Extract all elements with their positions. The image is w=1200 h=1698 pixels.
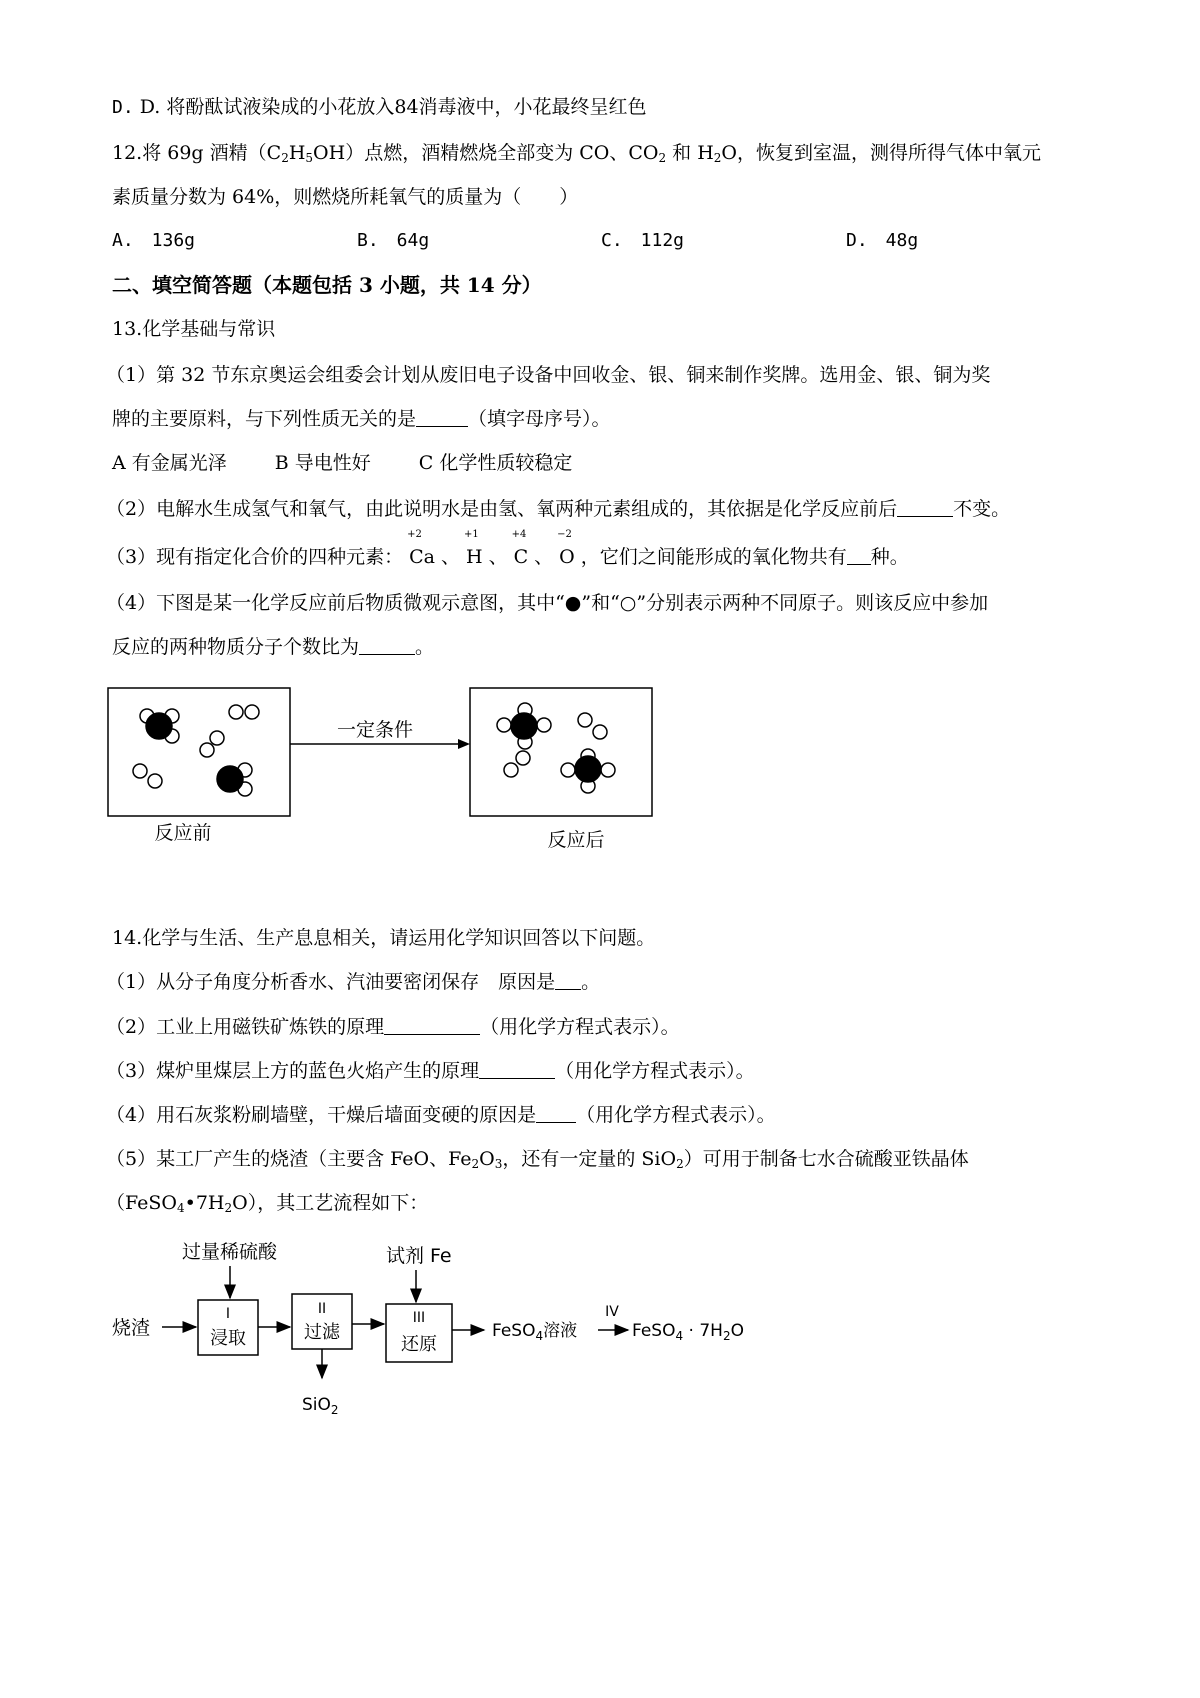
flow-reagent-fe: 试剂 Fe — [386, 1245, 452, 1267]
element-o: −2 O — [557, 529, 575, 568]
q13-part3: （3）现有指定化合价的四种元素： +2 Ca 、 +1 H 、 +4 C 、 −2 O ，它们之间能形成的氧化物共有 种。 — [106, 529, 909, 568]
flow-product: FeSO$_4$ · $7H_2O$ — [632, 1321, 744, 1343]
q13-part1-options — [112, 450, 572, 476]
answer-blank[interactable] — [555, 971, 581, 990]
step3-label: 还原 — [401, 1334, 437, 1355]
flow-solution: FeSO$_4$溶液 — [492, 1321, 578, 1343]
q13-part1-line1: （1）第 32 节东京奥运会组委会计划从废旧电子设备中回收金、银、铜来制作奖牌。选用金、银、铜为奖 — [106, 364, 991, 386]
q12-stem-line1: 12.将 69g 酒精$(C_2H_5OH)$点燃，酒精燃烧全部变为 CO、$CO_2$ 和 $H_2O$，恢复到室温，测得所得气体中氧元 — [112, 142, 1041, 165]
section-2-title: 二、填空简答题（本题包括 3 小题，共 14 分） — [112, 273, 542, 297]
q13-part4-line2: 反应的两种物质分子个数比为 。 — [112, 636, 435, 658]
q12-stem-line2: 素质量分数为 64%，则燃烧所耗氧气的质量为（ ） — [112, 186, 579, 208]
q13-option-b: B 导电性好 — [274, 452, 371, 474]
after-molecules — [497, 703, 615, 793]
q13-option-a: A 有金属光泽 — [112, 452, 227, 474]
q12-option-d: D. 48g — [846, 230, 919, 251]
before-molecules — [133, 705, 259, 796]
before-label: 反应前 — [154, 822, 212, 844]
element-c: +4 C — [511, 529, 529, 568]
condition-label: 一定条件 — [336, 719, 414, 741]
q14-part5-line1: （5）某工厂产生的烧渣（主要含 FeO、$Fe_2O_3$，还有一定量的 SiO$_2$）可用于制备七水合硫酸亚铁晶体 — [106, 1148, 969, 1171]
flow-input: 烧渣 — [112, 1317, 151, 1339]
reaction-micro-diagram — [100, 680, 720, 860]
q14-part3: （3）煤炉里煤层上方的蓝色火焰产生的原理 （用化学方程式表示）。 — [106, 1060, 755, 1082]
element-h: +1 H — [463, 529, 483, 568]
step2-label: 过滤 — [304, 1322, 340, 1343]
q13-part4-line1: （4）下图是某一化学反应前后物质微观示意图，其中“●”和“○”分别表示两种不同原子。则该反应中参加 — [106, 592, 989, 614]
q14-part1: （1）从分子角度分析香水、汽油要密闭保存 原因是 。 — [106, 971, 601, 993]
after-label: 反应后 — [547, 829, 605, 851]
q13-part2: （2）电解水生成氢气和氧气，由此说明水是由氢、氧两种元素组成的，其依据是化学反应前后 不变。 — [106, 498, 1011, 520]
answer-blank[interactable] — [536, 1104, 576, 1123]
q14-part5-line2: $(FeSO_4•7H_2O)$，其工艺流程如下： — [106, 1192, 429, 1215]
answer-blank[interactable] — [359, 636, 415, 655]
before-box — [108, 688, 290, 816]
answer-blank[interactable] — [479, 1060, 555, 1079]
q13-part1-line2: 牌的主要原料，与下列性质无关的是 （填字母序号）。 — [112, 408, 611, 430]
step1-num: I — [225, 1306, 231, 1322]
flow-reagent-acid: 过量稀硫酸 — [182, 1241, 278, 1263]
step2-num: II — [317, 1301, 327, 1317]
q13-title: 13.化学基础与常识 — [112, 318, 276, 340]
q12-option-b: B. 64g — [357, 230, 430, 251]
element-ca: +2 Ca — [407, 529, 435, 568]
flow-byproduct: SiO$_2$ — [302, 1395, 339, 1417]
q11-option-d: D. D. 将酚酞试液染成的小花放入84消毒液中，小花最终呈红色 — [112, 96, 647, 118]
step3-num: III — [412, 1310, 426, 1326]
step4-num: IV — [605, 1304, 619, 1320]
q14-part2: （2）工业上用磁铁矿炼铁的原理 （用化学方程式表示）。 — [106, 1016, 680, 1038]
q13-option-c: C 化学性质较稳定 — [418, 452, 573, 474]
answer-blank[interactable] — [847, 546, 871, 565]
process-flow-diagram — [100, 1230, 820, 1420]
answer-blank[interactable] — [384, 1016, 480, 1035]
after-box — [470, 688, 652, 816]
q12-option-a: A. 136g — [112, 230, 196, 251]
q14-part4: （4）用石灰浆粉刷墙壁，干燥后墙面变硬的原因是 （用化学方程式表示）。 — [106, 1104, 776, 1126]
answer-blank[interactable] — [897, 498, 953, 517]
answer-blank[interactable] — [416, 408, 468, 427]
q12-option-c: C. 112g — [601, 230, 685, 251]
q11-option-d-text: D. 将酚酞试液染成的小花放入84消毒液中，小花最终呈红色 — [139, 96, 647, 118]
arrow-head — [458, 739, 470, 749]
q14-title: 14.化学与生活、生产息息相关，请运用化学知识回答以下问题。 — [112, 927, 656, 949]
step1-label: 浸取 — [210, 1328, 246, 1349]
